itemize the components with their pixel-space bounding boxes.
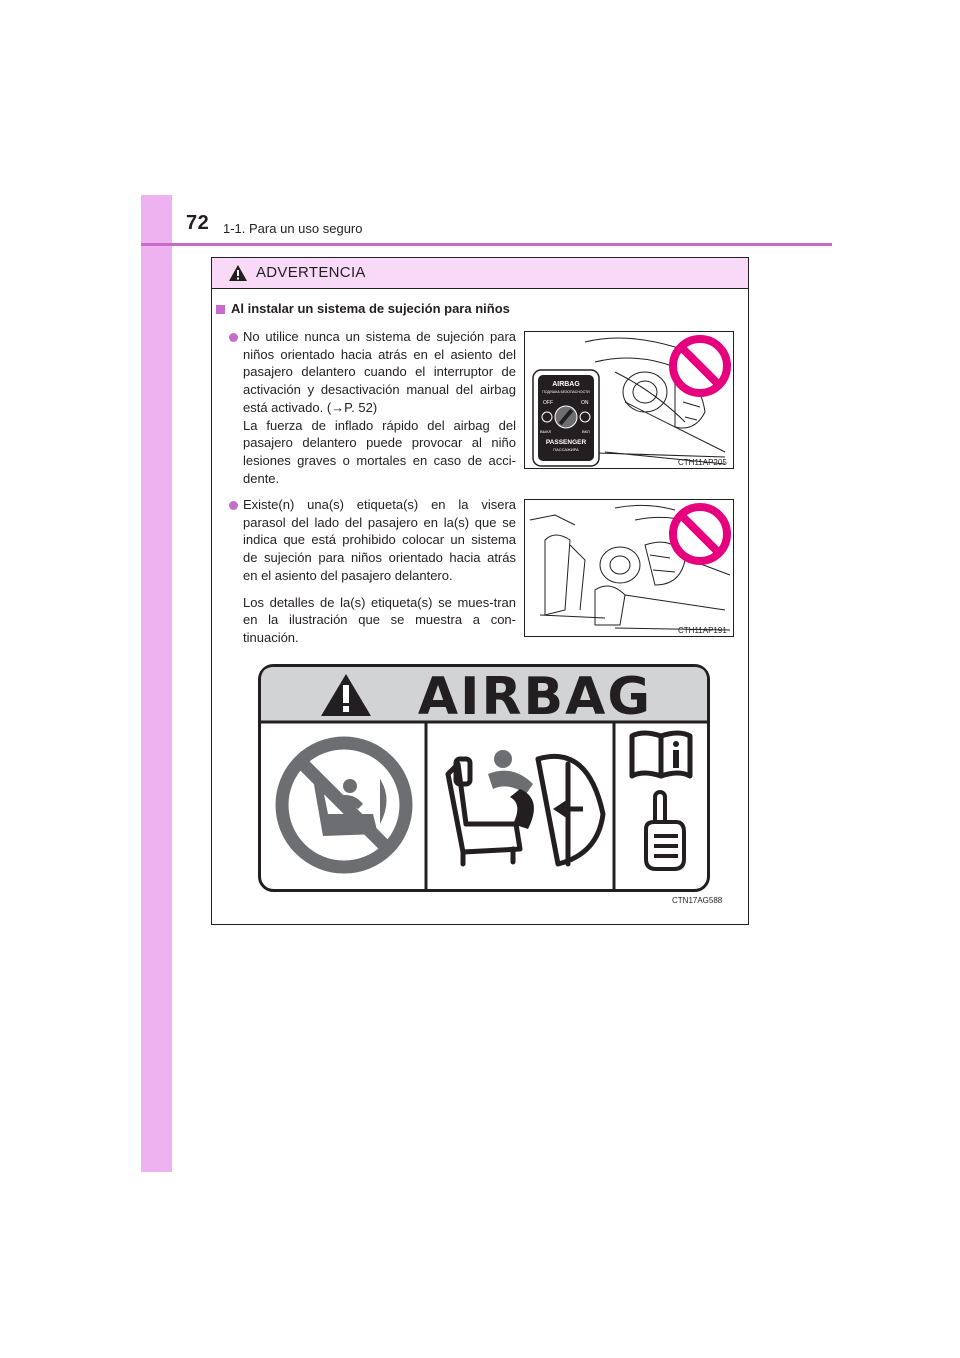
switch-passenger-label: PASSENGER: [545, 439, 587, 446]
prohibition-icon: [673, 507, 727, 561]
switch-on-label: ON: [581, 400, 589, 406]
airbag-label-word: AIRBAG: [417, 667, 653, 727]
switch-panel-title: AIRBAG: [552, 381, 580, 388]
airbag-warning-label: [258, 664, 710, 892]
switch-passenger-label-ru: ПАССАЖИРА: [553, 447, 579, 452]
no-child-seat-icon: [282, 743, 406, 867]
figure-seat-prohibited: [524, 499, 734, 637]
bullet-icon: [229, 333, 238, 342]
square-bullet-icon: [216, 305, 225, 314]
page-number: 72: [186, 212, 210, 234]
bullet-2-paragraph-2: Los detalles de la(s) etiqueta(s) se mues-tran en la ilustración que se muestra a con-tinuación.: [243, 594, 516, 645]
owners-manual-icon: [632, 733, 690, 776]
header-rule: [141, 243, 832, 246]
bullet-2-paragraph-1: Existe(n) una(s) etiqueta(s) en la visera parasol del lado del pasajero en la(s) que se indica que está prohibido colocar un sistema de sujeción para niños orientado hacia atrás en el asiento del pasajero delantero.: [243, 497, 516, 583]
bullet-text-2: [243, 496, 516, 647]
car-interior-switch-illustration: [525, 332, 733, 468]
warning-title: ADVERTENCIA: [256, 264, 366, 281]
figure-code: CTH11AP191: [678, 626, 727, 635]
car-interior-seat-illustration: [525, 500, 733, 636]
bullet-1-paragraph-1: No utilice nunca un sistema de sujeción para niños orientado hacia atrás en el asiento del pasajero delantero cuando el interruptor de activación y desactivación manual del airbag está activado. (→P. 52): [243, 329, 516, 415]
figure-switch-prohibited: [524, 331, 734, 469]
switch-off-label-ru: ВЫКЛ: [540, 429, 552, 434]
warning-triangle-icon: [228, 264, 248, 282]
switch-panel-title-ru: ПОДУШКА БЕЗОПАСНОСТИ: [542, 390, 590, 394]
switch-on-label-ru: ВКЛ: [582, 429, 590, 434]
warning-box: [211, 257, 749, 925]
label-figure-code: CTN17AG588: [672, 896, 723, 905]
bullet-icon: [229, 501, 238, 510]
bullet-1-paragraph-2: La fuerza de inflado rápido del airbag del pasajero delantero puede provocar al niño lesiones graves o mortales en caso de acci-dente.: [243, 417, 516, 486]
warning-subheading: [216, 301, 510, 316]
section-title: 1-1. Para un uso seguro: [223, 221, 363, 236]
prohibition-icon: [673, 339, 727, 393]
warning-header: [212, 258, 748, 289]
figure-code: CTH11AP205: [678, 458, 727, 467]
switch-off-label: OFF: [543, 400, 553, 406]
subheading-text: Al instalar un sistema de sujeción para niños: [231, 301, 510, 316]
bullet-text-1: [243, 328, 516, 487]
chapter-side-band: [141, 195, 172, 1172]
